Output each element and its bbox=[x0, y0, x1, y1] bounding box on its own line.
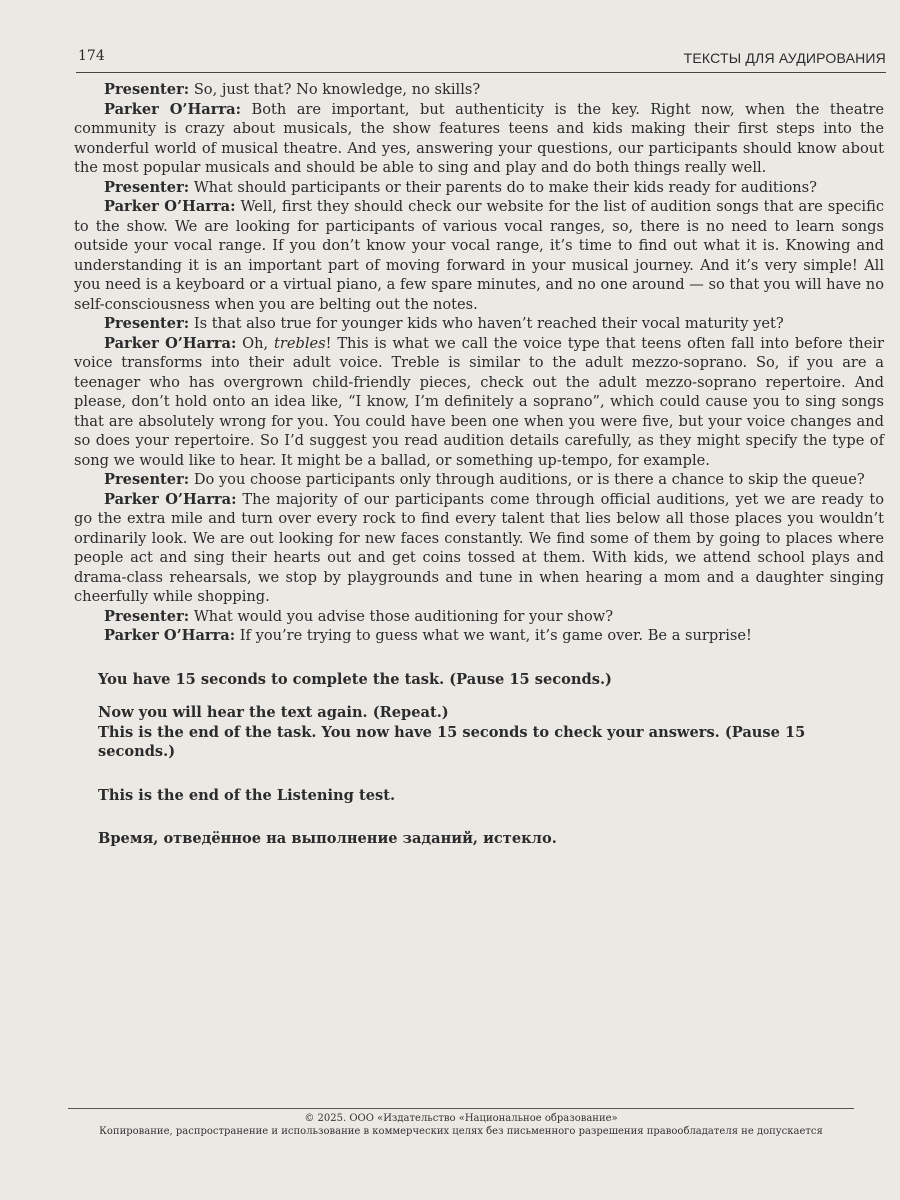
speaker-label: Presenter: bbox=[104, 315, 190, 332]
dialogue-paragraph bbox=[74, 470, 884, 490]
speaker-label: Parker O’Harra: bbox=[104, 198, 236, 215]
dialogue-text: Well, first they should check our website for the list of audition songs that are specific to the show. We are looking for participants of various vocal ranges, so, there is no need to learn songs outside your vocal range. If you don’t know your vocal range, it’s time to find out what it is. Knowing and understanding it is an important part of moving forward in your musical journey. And it’s very simple! All you need is a keyboard or a virtual piano, a few spare minutes, and no one around — so that you will have no self-consciousness when you are belting out the notes. bbox=[74, 198, 884, 313]
speaker-label: Presenter: bbox=[104, 471, 190, 488]
dialogue-text: ! This is what we call the voice type that teens often fall into before their voice transforms into their adult voice. Treble is similar to the adult mezzo-soprano. So, if you are a teenager who has overgrown child-friendly pieces, check out the adult mezzo-soprano repertoire. And please, don’t hold onto an idea like, “I know, I’m definitely a soprano”, which could cause you to sing songs that are absolutely wrong for you. You could have been one when you were five, but your voice changes and so does your repertoire. So I’d suggest you read audition details carefully, as they might specify the type of song we would like to hear. It might be a ballad, or something up-tempo, for example. bbox=[74, 334, 884, 469]
dialogue-paragraph bbox=[74, 80, 884, 100]
dialogue-paragraph bbox=[74, 334, 884, 471]
instruction-end-test: This is the end of the Listening test. bbox=[98, 786, 396, 804]
speaker-label: Parker O’Harra: bbox=[104, 490, 237, 508]
speaker-label: Presenter: bbox=[104, 81, 190, 98]
instruction-hear-again: Now you will hear the text again. (Repeat.) bbox=[98, 704, 449, 721]
dialogue-text: Is that also true for younger kids who haven’t reached their vocal maturity yet? bbox=[193, 315, 784, 332]
dialogue-text: Both are important, but authenticity is the key. Right now, when the theatre community is crazy about musicals, the show features teens and kids making their first steps into the wonderful world of musical theatre. And yes, answering your questions, our participants should know about the most popular musicals and should be able to sing and play and do both things really well. bbox=[74, 100, 884, 176]
copyright-line: © 2025. ООО «Издательство «Национальное образование» bbox=[304, 1113, 618, 1124]
speaker-label: Parker O’Harra: bbox=[104, 627, 236, 644]
dialogue-text: Do you choose participants only through auditions, or is there a chance to skip the queue? bbox=[193, 471, 865, 488]
copyright-notice: Копирование, распространение и использование в коммерческих целях без письменного разрешения правообладателя не допускается bbox=[99, 1126, 823, 1137]
dialogue-paragraph bbox=[74, 626, 884, 646]
section-title: ТЕКСТЫ ДЛЯ АУДИРОВАНИЯ bbox=[683, 50, 886, 66]
transcript-body bbox=[74, 80, 884, 849]
page-footer bbox=[68, 1108, 854, 1138]
speaker-label: Presenter: bbox=[104, 607, 190, 625]
page-header bbox=[76, 46, 886, 73]
speaker-label: Parker O’Harra: bbox=[104, 100, 241, 118]
dialogue-text-lead: Oh, bbox=[242, 334, 274, 352]
emphasis-text: trebles bbox=[274, 334, 326, 352]
speaker-label: Presenter: bbox=[104, 178, 190, 196]
dialogue-paragraph bbox=[74, 607, 884, 627]
dialogue-paragraph bbox=[74, 100, 884, 178]
page-number: 174 bbox=[78, 48, 105, 64]
instruction-end-task: This is the end of the task. You now have 15 seconds to check your answers. (Pause 15 seconds.) bbox=[98, 723, 806, 760]
dialogue-paragraph bbox=[74, 197, 884, 314]
speaker-label: Parker O’Harra: bbox=[104, 334, 237, 352]
dialogue-text: What should participants or their parents do to make their kids ready for auditions? bbox=[193, 178, 817, 196]
dialogue-text: What would you advise those auditioning for your show? bbox=[193, 607, 614, 625]
dialogue-paragraph bbox=[74, 490, 884, 607]
dialogue-text: So, just that? No knowledge, no skills? bbox=[193, 81, 481, 98]
dialogue-paragraph bbox=[74, 178, 884, 198]
dialogue-text: The majority of our participants come through official auditions, yet we are ready to go the extra mile and turn over every rock to find every talent that lies below all those places you wouldn’t ordinarily look. We are out looking for new faces constantly. We find some of them by going to places where people act and sing their hearts out and get coins tossed at them. With kids, we attend school plays and drama-class rehearsals, we stop by playgrounds and tune in when hearing a mom and a daughter singing cheerfully while shopping. bbox=[74, 490, 884, 605]
instruction-task-time: You have 15 seconds to complete the task. (Pause 15 seconds.) bbox=[98, 670, 612, 688]
dialogue-paragraph bbox=[74, 314, 884, 334]
dialogue-text: If you’re trying to guess what we want, it’s game over. Be a surprise! bbox=[239, 627, 752, 644]
instruction-time-up: Время, отведённое на выполнение заданий, истекло. bbox=[98, 830, 557, 847]
